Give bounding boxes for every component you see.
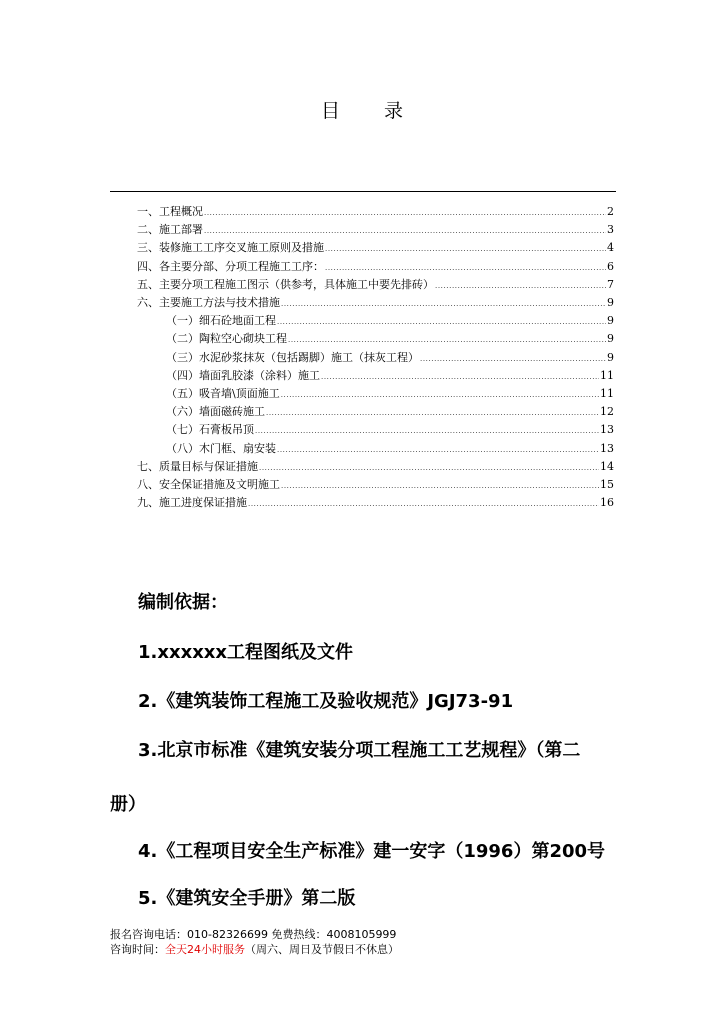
- toc-leader-dots: [259, 460, 599, 476]
- toc-leader-dots: [281, 387, 599, 403]
- footer-hours-prefix: 咨询时间：: [110, 943, 165, 956]
- toc-leader-dots: [281, 296, 606, 312]
- toc-entry-label: （四）墙面乳胶漆（涂料）施工: [166, 368, 320, 382]
- toc-entry-page: 3: [607, 223, 614, 237]
- toc-entry-label: 四、各主要分部、分项工程施工工序：: [137, 259, 324, 273]
- toc-entry-label: 三、装修施工工序交叉施工原则及措施: [137, 241, 324, 255]
- toc-leader-dots: [277, 442, 599, 458]
- toc-leader-dots: [435, 278, 606, 294]
- toc-entry[interactable]: [137, 204, 614, 220]
- toc-leader-dots: [277, 314, 606, 330]
- footer-contact-line: 报名咨询电话：010-82326699 免费热线：4008105999: [110, 928, 397, 941]
- toc-entry[interactable]: [166, 386, 614, 402]
- toc-entry-page: 15: [600, 478, 614, 491]
- basis-item-3-continued: 册）: [110, 794, 146, 815]
- toc-entry[interactable]: [137, 495, 614, 511]
- basis-heading: 编制依据：: [138, 592, 228, 613]
- toc-entry[interactable]: [166, 441, 614, 457]
- toc-entry[interactable]: [137, 477, 614, 493]
- toc-entry[interactable]: [166, 368, 614, 384]
- toc-leader-dots: [248, 496, 599, 512]
- footer-hours-line: [110, 941, 399, 957]
- toc-entry-label: （三）水泥砂浆抹灰（包括踢脚）施工（抹灰工程）: [166, 350, 419, 364]
- toc-entry-label: （五）吸音墙\顶面施工: [166, 387, 280, 400]
- basis-item-4: 4.《工程项目安全生产标准》建一安字（1996）第200号: [138, 841, 606, 862]
- toc-entry[interactable]: [166, 313, 614, 329]
- toc-entry-label: （六）墙面磁砖施工: [166, 405, 265, 419]
- toc-entry[interactable]: [137, 240, 614, 256]
- toc-leader-dots: [266, 405, 599, 421]
- toc-entry-page: 4: [607, 241, 614, 255]
- toc-entry-label: 六、主要施工方法与技术措施: [137, 296, 280, 309]
- basis-item-3: 3.北京市标准《建筑安装分项工程施工工艺规程》（第二: [138, 740, 581, 761]
- toc-entry[interactable]: [137, 277, 614, 293]
- toc-entry[interactable]: [137, 295, 614, 311]
- footer-hours-highlight: 全天24小时服务: [165, 943, 245, 956]
- toc-entry-label: 八、安全保证措施及文明施工: [137, 478, 280, 491]
- toc-entry-label: （二）陶粒空心砌块工程: [166, 332, 287, 346]
- toc-leader-dots: [325, 260, 606, 276]
- basis-item-2: 2.《建筑装饰工程施工及验收规范》JGJ73-91: [138, 691, 514, 712]
- toc-entry-page: 13: [600, 423, 614, 437]
- toc-leader-dots: [255, 423, 599, 439]
- toc-entry-label: 五、主要分项工程施工图示（供参考，具体施工中要先排砖）: [137, 277, 434, 291]
- toc-entry-label: （七）石膏板吊顶: [166, 423, 254, 437]
- toc-leader-dots: [420, 351, 606, 367]
- toc-entry[interactable]: [166, 422, 614, 438]
- toc-entry-page: 16: [600, 496, 614, 510]
- toc-entry-label: （一）细石砼地面工程: [166, 314, 276, 328]
- toc-leader-dots: [204, 205, 606, 221]
- toc-entry[interactable]: [137, 459, 614, 475]
- toc-entry[interactable]: [137, 222, 614, 238]
- toc-entry-label: 九、施工进度保证措施: [137, 496, 247, 510]
- toc-leader-dots: [281, 478, 599, 494]
- toc-leader-dots: [325, 241, 606, 257]
- toc-entry-page: 7: [607, 277, 614, 291]
- toc-leader-dots: [288, 332, 606, 348]
- toc-entry[interactable]: [137, 259, 614, 275]
- toc-entry-page: 11: [600, 387, 614, 400]
- page-title: 目录: [320, 100, 447, 122]
- footer-hours-suffix: （周六、周日及节假日不休息）: [245, 943, 399, 956]
- title-divider: [110, 191, 616, 192]
- toc-entry-page: 11: [600, 368, 614, 382]
- toc-entry-page: 14: [600, 459, 614, 473]
- toc-entry-label: 一、工程概况: [137, 205, 203, 218]
- toc-entry-page: 9: [607, 332, 614, 346]
- toc-entry-page: 2: [607, 205, 614, 218]
- toc-entry-page: 6: [607, 259, 614, 273]
- toc-leader-dots: [204, 223, 606, 239]
- toc-entry-page: 12: [600, 405, 614, 419]
- toc-entry[interactable]: [166, 350, 614, 366]
- toc-entry-label: 七、质量目标与保证措施: [137, 459, 258, 473]
- toc-entry[interactable]: [166, 331, 614, 347]
- toc-entry-page: 9: [607, 350, 614, 364]
- toc-entry-label: 二、施工部署: [137, 223, 203, 237]
- basis-item-5: 5.《建筑安全手册》第二版: [138, 888, 356, 909]
- toc-entry-label: （八）木门框、扇安装: [166, 441, 276, 455]
- toc-entry-page: 9: [607, 314, 614, 328]
- toc-entry-page: 13: [600, 441, 614, 455]
- toc-entry[interactable]: [166, 404, 614, 420]
- basis-item-1: 1.xxxxxx工程图纸及文件: [138, 642, 354, 663]
- toc-leader-dots: [321, 369, 599, 385]
- toc-entry-page: 9: [607, 296, 614, 309]
